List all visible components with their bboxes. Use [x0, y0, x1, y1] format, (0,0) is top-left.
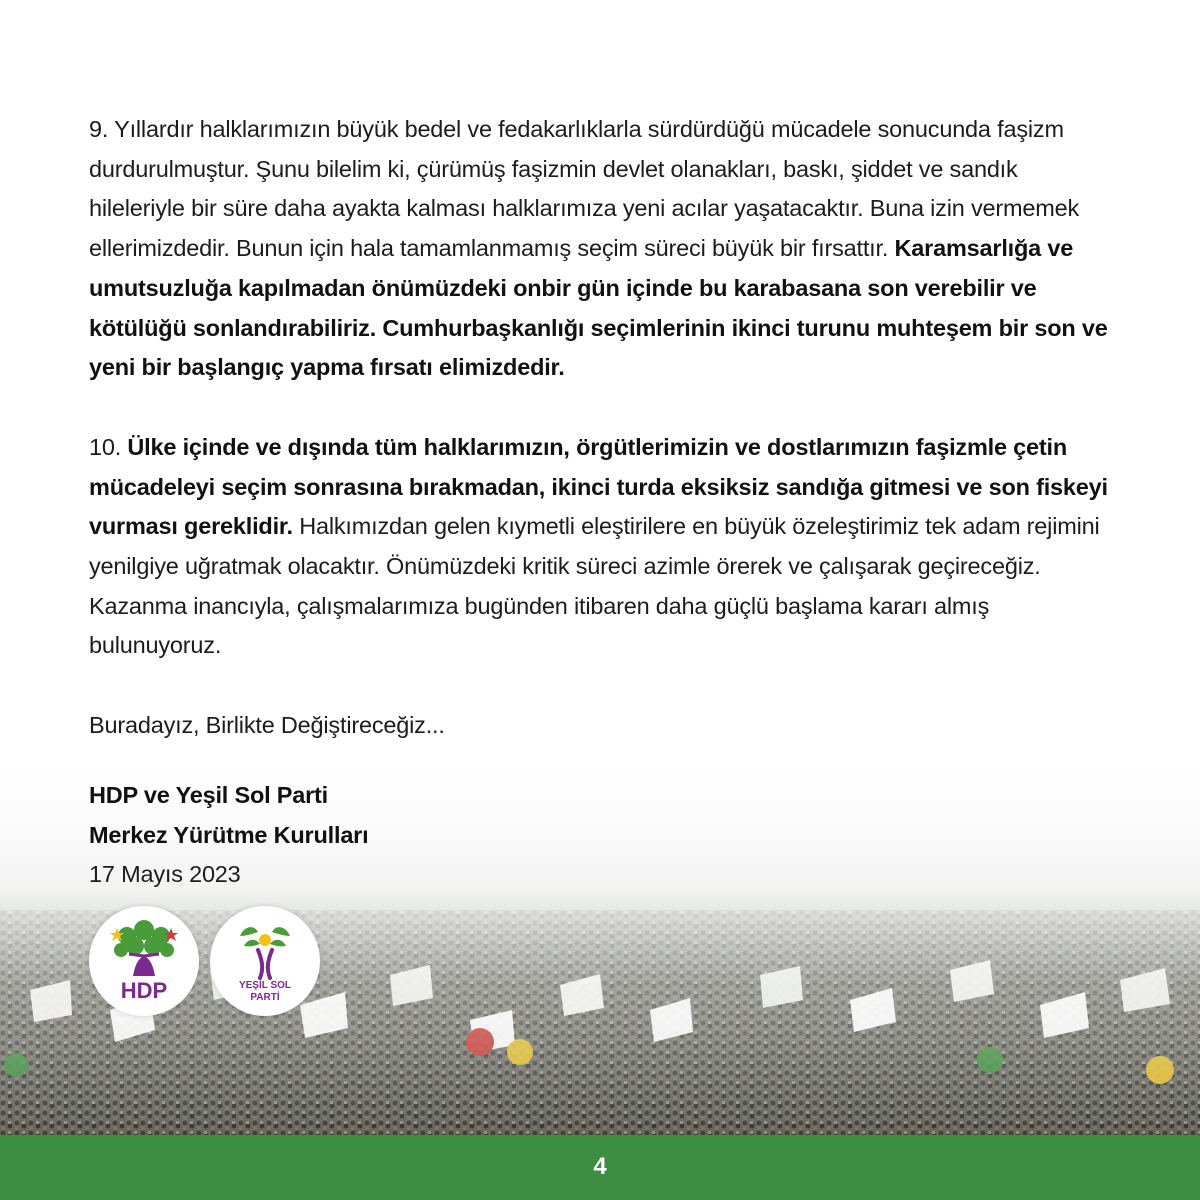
paragraph-10 — [89, 428, 1114, 666]
party-logos — [89, 906, 329, 1026]
signature-line-2: Merkez Yürütme Kurulları — [89, 821, 369, 848]
signature-block — [89, 776, 1114, 895]
hdp-logo — [89, 906, 199, 1016]
closing-line: Buradayız, Birlikte Değiştireceğiz... — [89, 712, 445, 739]
yesil-sol-logo-text — [210, 980, 320, 1004]
yesil-sol-logo-line1: YEŞİL SOL — [238, 980, 292, 991]
paragraph-10-normal: Halkımızdan gelen kıymetli eleştirilere en büyük özeleştirimiz tek adam rejimini yenilgiye uğratmak olacaktır. Önümüzdeki kritik süreci azimle örerek ve çalışarak geçireceğiz. Kazanma inancıyla, çalışmalarımıza bugünden itibaren daha güçlü başlama kararı almış bulunuyoruz. — [89, 513, 1100, 659]
signature-date: 17 Mayıs 2023 — [89, 861, 241, 888]
footer-bar — [0, 1135, 1200, 1200]
yesil-sol-logo-line2: PARTİ — [250, 992, 280, 1003]
paragraph-9-normal: 9. Yıllardır halklarımızın büyük bedel ve fedakarlıklarla sürdürdüğü mücadele sonucunda faşizm durdurulmuştur. Şunu bilelim ki, çürümüş faşizmin devlet olanakları, baskı, şiddet ve sandık hileleriyle bir süre daha ayakta kalması halklarımıza yeni acılar yaşatacaktır. Buna izin vermemek ellerimizdedir. Bunun için hala tamamlanmamış seçim süreci büyük bir fırsattır. — [89, 116, 1080, 262]
signature-line-1: HDP ve Yeşil Sol Parti — [89, 781, 328, 808]
page-number: 4 — [593, 1153, 607, 1180]
paragraph-10-bold: Ülke içinde ve dışında tüm halklarımızın, örgütlerimizin ve dostlarımızın faşizmle çetin mücadeleyi seçim sonrasına bırakmadan, ikinci turda eksiksiz sandığa gitmesi ve son fiskeyi vurması gereklidir. — [89, 433, 1108, 540]
paragraph-9-bold: Karamsarlığa ve umutsuzluğa kapılmadan önümüzdeki onbir gün içinde bu karabasana son verebilir ve kötülüğü sonlandırabiliriz. Cumhurbaşkanlığı seçimlerinin ikinci turunu muhteşem bir son ve yeni bir başlangıç yapma fırsatı elimizdedir. — [89, 235, 1108, 381]
hdp-logo-text: HDP — [120, 978, 168, 1003]
statement-text — [89, 110, 1114, 895]
paragraph-9 — [89, 110, 1114, 388]
paragraph-10-prefix: 10. — [89, 433, 128, 460]
yesil-sol-logo — [210, 906, 320, 1016]
